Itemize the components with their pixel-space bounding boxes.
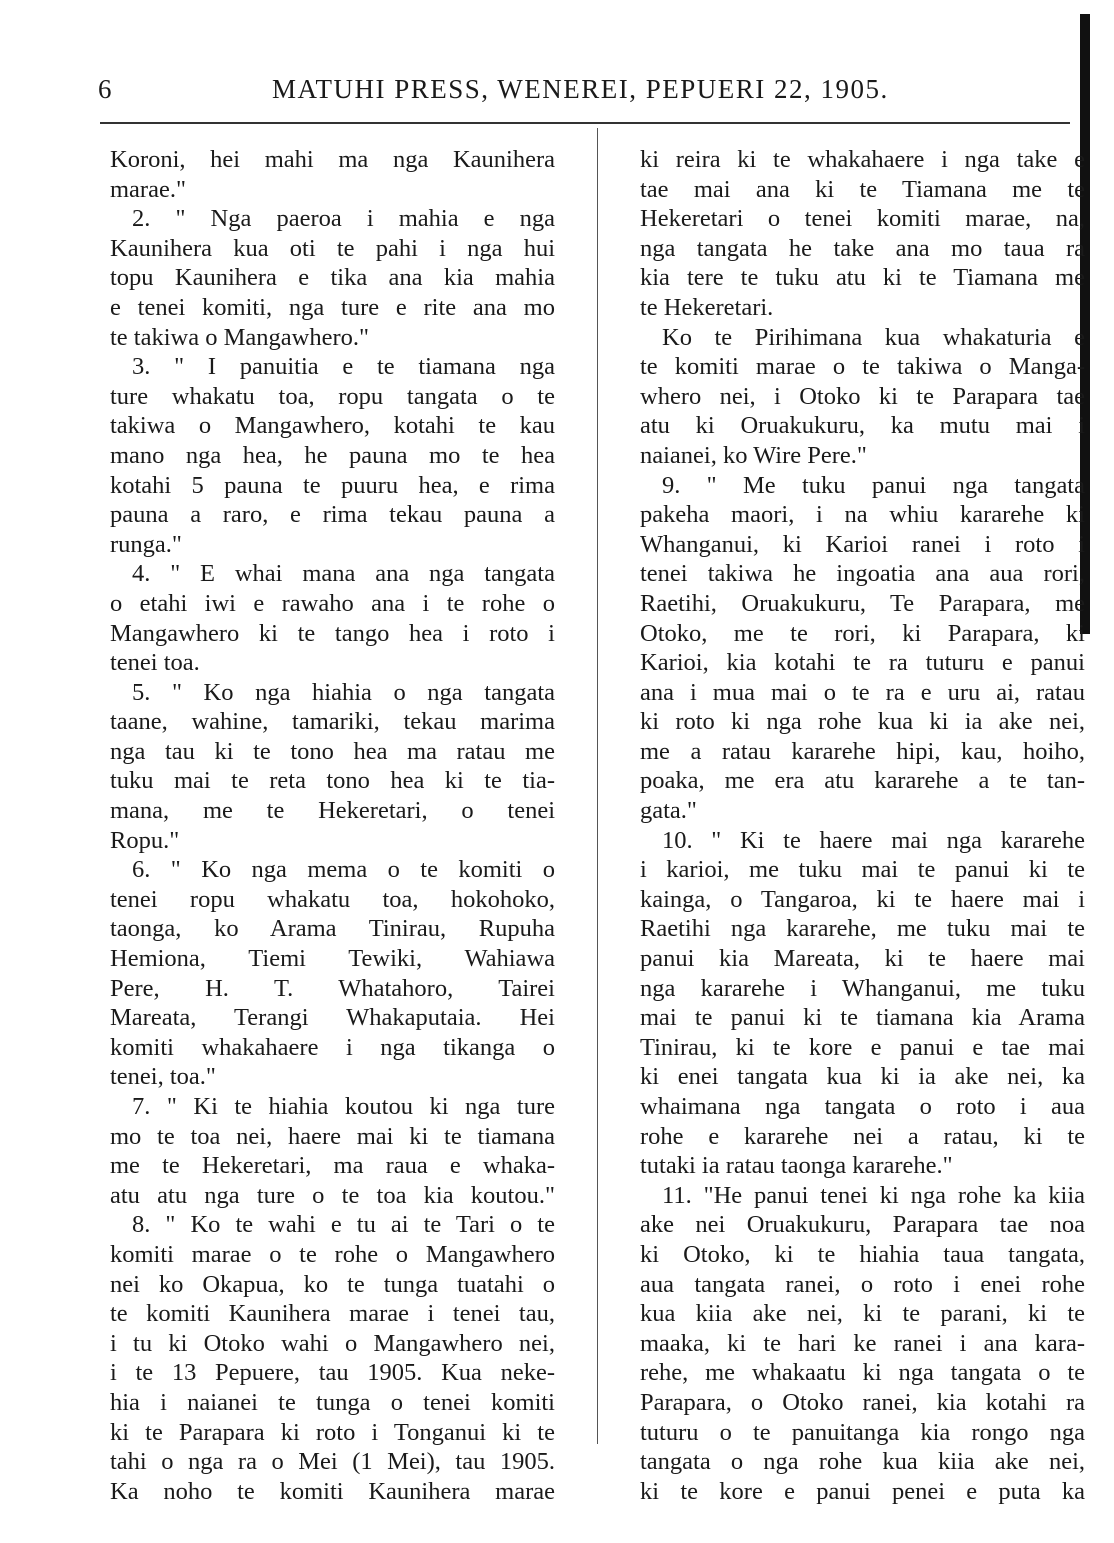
page-number: 6 [98, 74, 112, 104]
text-line: whero nei, i Otoko ki te Parapara tae [640, 382, 1085, 410]
text-line: ki te kore e panui penei e puta ka [640, 1477, 1085, 1505]
text-line: Pere, H. T. Whatahoro, Tairei [110, 974, 555, 1002]
right-column [640, 145, 1085, 1506]
text-line: Hekeretari o tenei komiti marae, na, [640, 205, 1085, 233]
text-line: tae mai ana ki te Tiamana me te [640, 175, 1085, 203]
text-line: Ko te Pirihimana kua whakaturia e [662, 323, 1085, 351]
text-line: hia i naianei te tunga o tenei komiti [110, 1388, 555, 1416]
text-line: e tenei komiti, nga ture e rite ana mo [110, 293, 555, 321]
text-line: tuku mai te reta tono hea ki te tia- [110, 767, 555, 795]
text-line: naianei, ko Wire Pere." [640, 441, 867, 469]
text-line: Tinirau, ki te kore e panui e tae mai [640, 1033, 1085, 1061]
text-line: tenei ropu whakatu toa, hokohoko, [110, 885, 555, 913]
text-line: rehe, me whakaatu ki nga tangata o te [640, 1359, 1085, 1387]
text-line: te takiwa o Mangawhero." [110, 323, 369, 351]
text-line: atu atu nga ture o te toa kia koutou." [110, 1181, 555, 1209]
text-line: i karioi, me tuku mai te panui ki te [640, 856, 1085, 884]
text-line: 7. " Ki te hiahia koutou ki nga ture [132, 1093, 555, 1120]
text-line: tenei takiwa he ingoatia ana aua rori, [640, 560, 1085, 588]
text-line: Koroni, hei mahi ma nga Kaunihera [110, 146, 555, 173]
text-line: pakeha maori, i na whiu kararehe ki [640, 501, 1085, 529]
text-line: Kaunihera kua oti te pahi i nga hui [110, 234, 555, 262]
text-line: komiti marae o te rohe o Mangawhero [110, 1240, 555, 1268]
text-line: ki Otoko, ki te hiahia taua tangata, [640, 1240, 1085, 1268]
text-line: kainga, o Tangaroa, ki te haere mai i [640, 885, 1085, 913]
text-line: ake nei Oruakukuru, Parapara tae noa [640, 1211, 1085, 1239]
text-line: 3. " I panuitia e te tiamana nga [132, 353, 555, 381]
text-line: 6. " Ko nga mema o te komiti o [132, 856, 555, 884]
text-line: me te Hekeretari, ma raua e whaka- [110, 1152, 555, 1180]
text-line: Parapara, o Otoko ranei, kia kotahi ra [640, 1388, 1085, 1416]
text-line: poaka, me era atu kararehe a te tan- [640, 767, 1085, 795]
text-line: ki enei tangata kua ki ia ake nei, ka [640, 1063, 1085, 1091]
text-line: nei ko Okapua, ko te tunga tuatahi o [110, 1270, 555, 1298]
text-line: Raetihi, Oruakukuru, Te Parapara, me [640, 589, 1085, 617]
text-line: Hemiona, Tiemi Tewiki, Wahiawa [110, 945, 555, 973]
text-line: atu ki Oruakukuru, ka mutu mai i [640, 412, 1085, 440]
text-line: kotahi 5 pauna te puuru hea, e rima [110, 471, 555, 499]
text-line: runga." [110, 530, 182, 558]
text-line: Whanganui, ki Karioi ranei i roto i [640, 530, 1085, 558]
text-line: panui kia Mareata, ki te haere mai [640, 945, 1085, 973]
text-line: tahi o nga ra o Mei (1 Mei), tau 1905. [110, 1448, 555, 1476]
text-line: Raetihi nga kararehe, me tuku mai te [640, 915, 1085, 943]
text-line: 10. " Ki te haere mai nga kararehe [662, 826, 1085, 854]
text-line: Ka noho te komiti Kaunihera marae [110, 1477, 555, 1505]
text-line: tutaki ia ratau taonga kararehe." [640, 1152, 953, 1180]
text-line: i te 13 Pepuere, tau 1905. Kua neke- [110, 1359, 555, 1387]
text-line: gata." [640, 797, 697, 825]
header-rule [100, 122, 1070, 124]
text-line: Otoko, me te rori, ki Parapara, ki [640, 619, 1085, 647]
text-line: Mangawhero ki te tango hea i roto i [110, 619, 555, 647]
text-line: Karioi, kia kotahi te ra tuturu e panui [640, 649, 1085, 677]
text-line: nga tangata he take ana mo taua ra [640, 234, 1085, 262]
text-line: te komiti marae o te takiwa o Manga- [640, 353, 1085, 381]
text-line: tenei toa. [110, 649, 200, 677]
text-line: nga kararehe i Whanganui, me tuku [640, 974, 1085, 1002]
text-line: me a ratau kararehe hipi, kau, hoiho, [640, 737, 1085, 765]
text-line: taane, wahine, tamariki, tekau marima [110, 708, 555, 736]
text-line: mana, me te Hekeretari, o tenei [110, 797, 555, 825]
text-line: o etahi iwi e rawaho ana i te rohe o [110, 589, 555, 617]
text-line: topu Kaunihera e tika ana kia mahia [110, 264, 555, 292]
text-line: pauna a raro, e rima tekau pauna a [110, 501, 555, 529]
text-line: 8. " Ko te wahi e tu ai te Tari o te [132, 1211, 555, 1239]
text-line: maaka, ki te hari ke ranei i ana kara- [640, 1329, 1085, 1357]
text-line: te komiti Kaunihera marae i tenei tau, [110, 1300, 555, 1328]
text-line: marae." [110, 175, 186, 203]
text-line: kia tere te tuku atu ki te Tiamana me [640, 264, 1085, 292]
text-line: i tu ki Otoko wahi o Mangawhero nei, [110, 1329, 555, 1357]
left-column [110, 145, 555, 1506]
text-line: ture whakatu toa, ropu tangata o te [110, 382, 555, 410]
text-line: whaimana nga tangata o roto i aua [640, 1093, 1085, 1120]
text-line: mano nga hea, he pauna mo te hea [110, 441, 555, 469]
text-line: ki roto ki nga rohe kua ki ia ake nei, [640, 708, 1085, 736]
text-line: ki reira ki te whakahaere i nga take e [640, 146, 1085, 173]
text-line: ana i mua mai o te ra e uru ai, ratau [640, 678, 1085, 706]
text-line: tangata o nga rohe kua kiia ake nei, [640, 1448, 1085, 1476]
text-line: tuturu o te panuitanga kia rongo nga [640, 1418, 1085, 1446]
text-line: kua kiia ake nei, ki te parani, ki te [640, 1300, 1085, 1328]
text-line: Ropu." [110, 826, 180, 854]
text-line: Mareata, Terangi Whakaputaia. Hei [110, 1004, 555, 1032]
text-line: 2. " Nga paeroa i mahia e nga [132, 205, 555, 233]
column-rule [597, 128, 598, 1444]
text-line: te Hekeretari. [640, 293, 774, 321]
text-line: takiwa o Mangawhero, kotahi te kau [110, 412, 555, 440]
text-line: mo te toa nei, haere mai ki te tiamana [110, 1122, 555, 1150]
text-line: 11. "He panui tenei ki nga rohe ka kiia [662, 1181, 1085, 1209]
text-line: 5. " Ko nga hiahia o nga tangata [132, 678, 555, 706]
text-line: taonga, ko Arama Tinirau, Rupuha [110, 915, 555, 943]
text-line: rohe e kararehe nei a ratau, ki te [640, 1122, 1085, 1150]
text-line: nga tau ki te tono hea ma ratau me [110, 737, 555, 765]
text-line: ki te Parapara ki roto i Tonganui ki te [110, 1418, 555, 1446]
running-head: MATUHI PRESS, WENEREI, PEPUERI 22, 1905. [272, 74, 889, 104]
text-line: komiti whakahaere i nga tikanga o [110, 1033, 555, 1061]
text-line: aua tangata ranei, o roto i enei rohe [640, 1270, 1085, 1298]
text-line: 9. " Me tuku panui nga tangata [662, 471, 1085, 499]
text-line: 4. " E whai mana ana nga tangata [132, 560, 555, 588]
text-line: tenei, toa." [110, 1063, 216, 1091]
text-line: mai te panui ki te tiamana kia Arama [640, 1004, 1085, 1032]
